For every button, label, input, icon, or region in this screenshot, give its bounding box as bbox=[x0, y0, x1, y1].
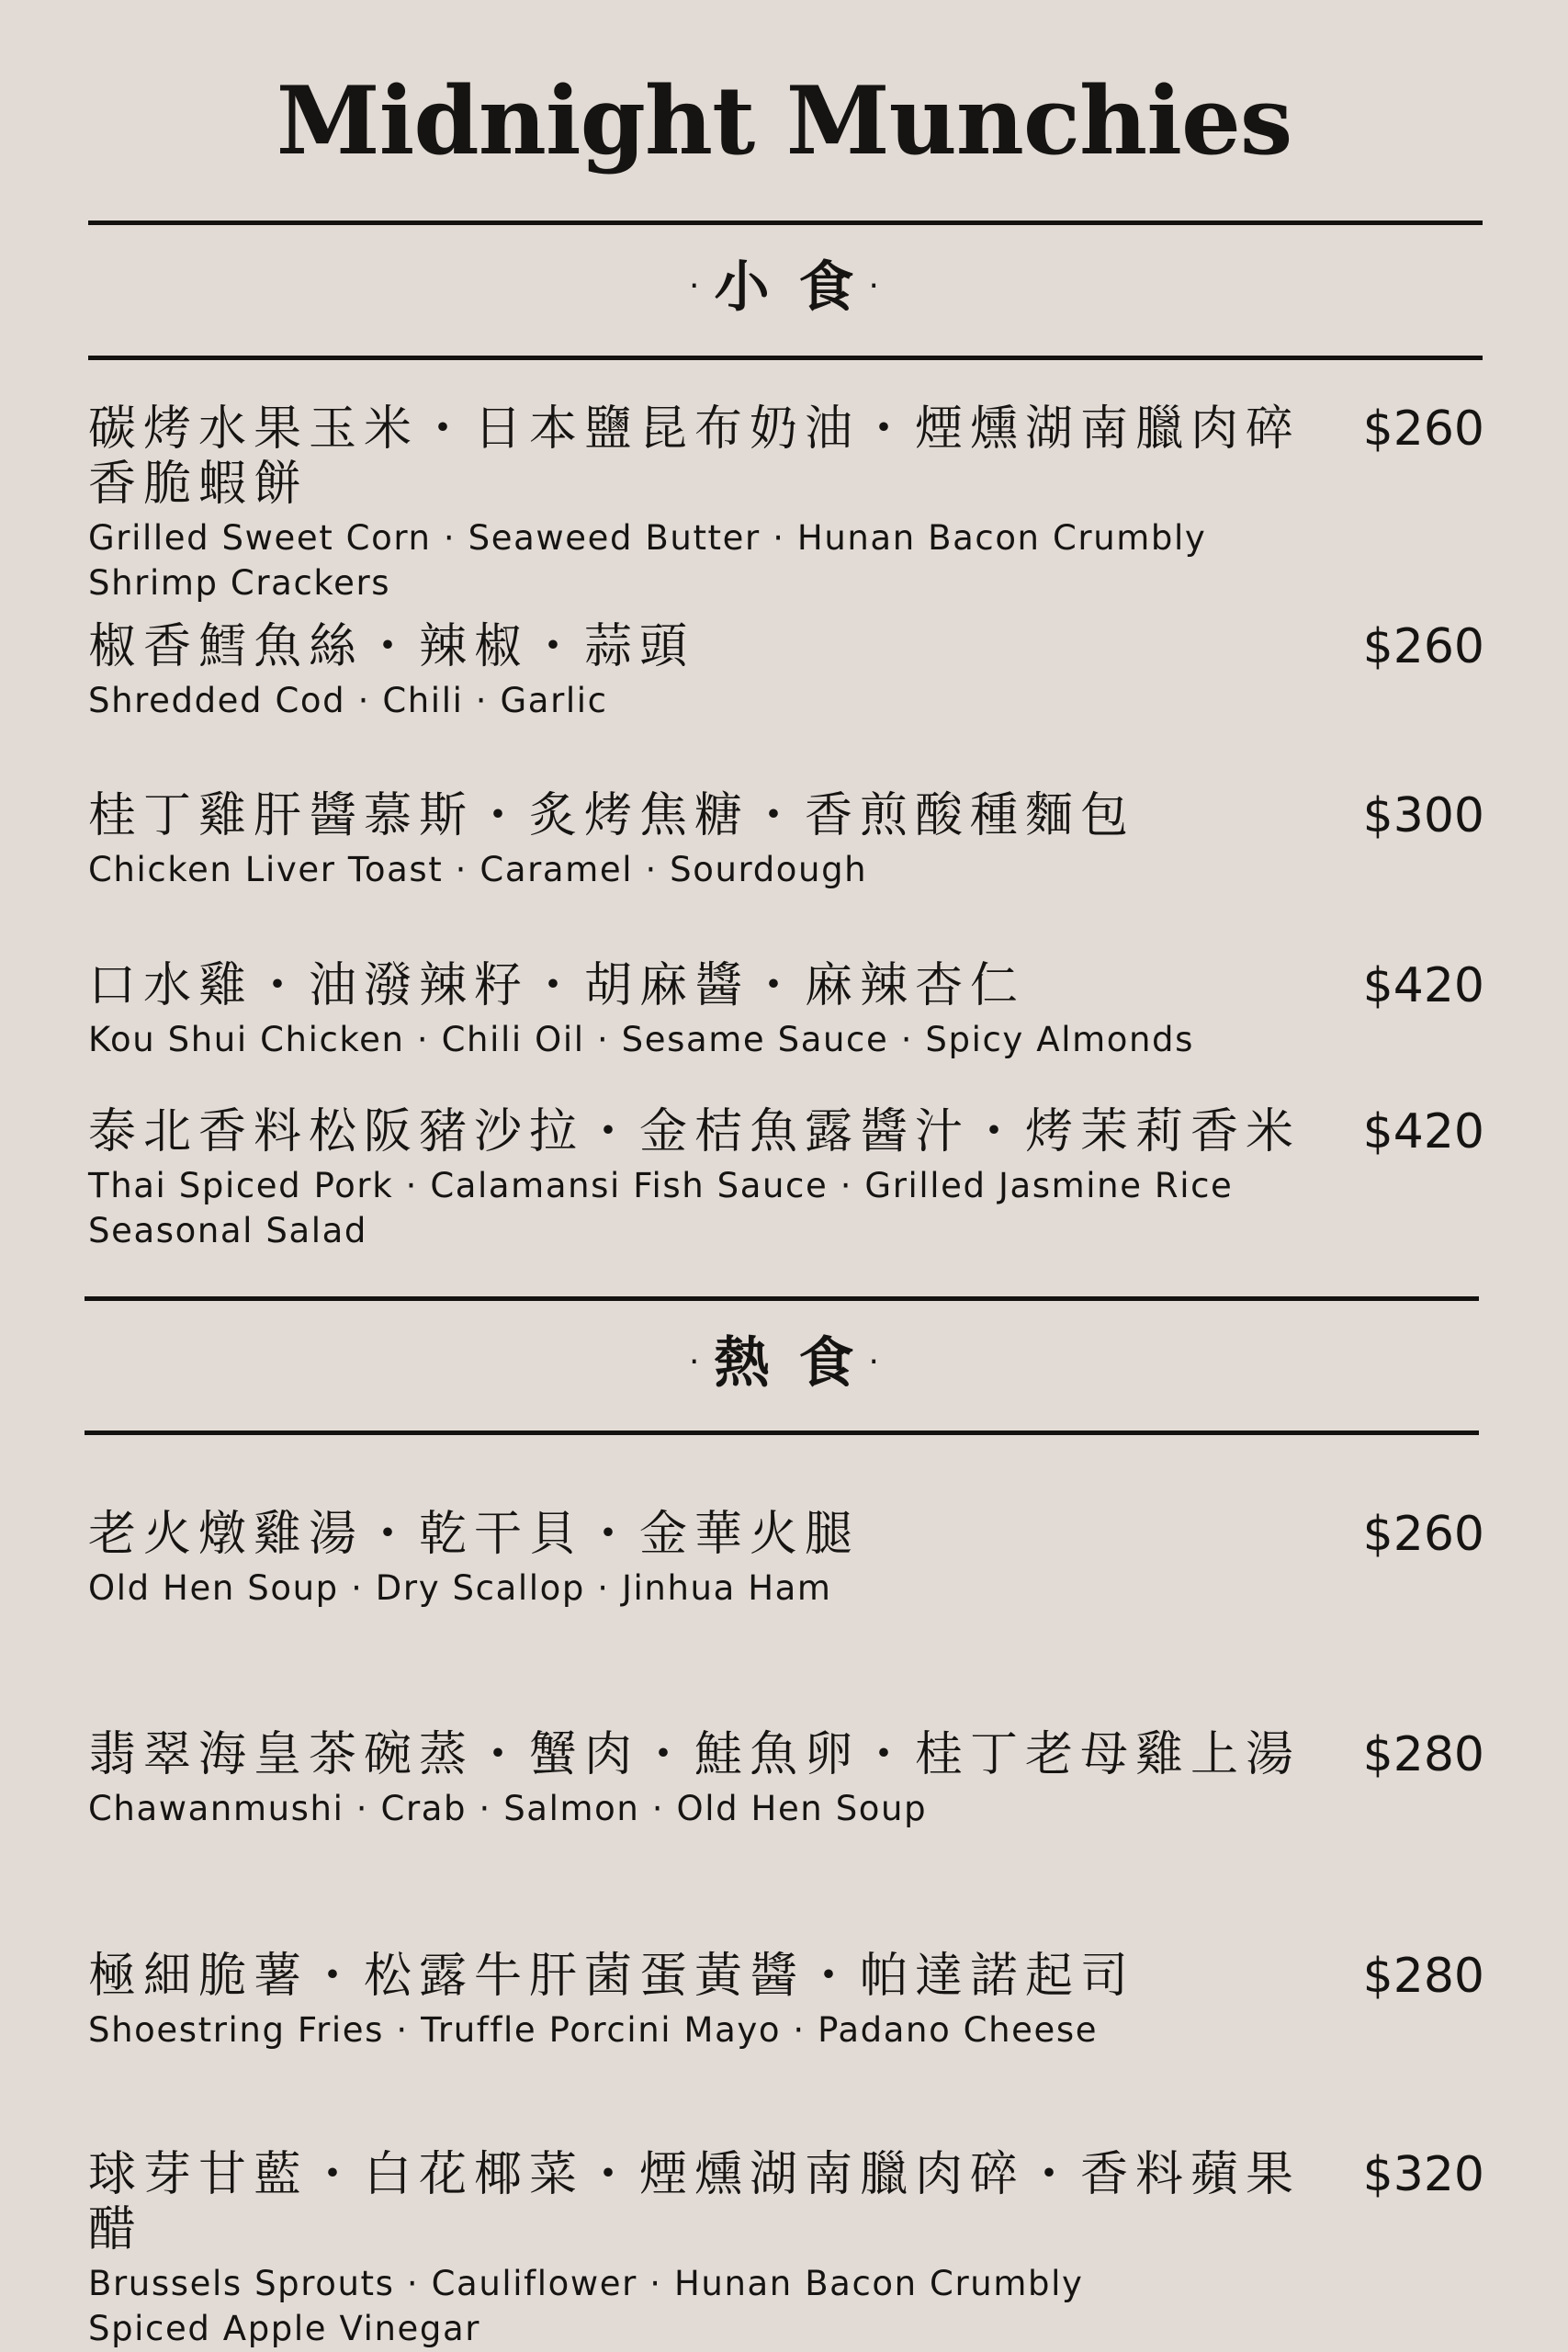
item-name-en bbox=[88, 1017, 1282, 1062]
divider-hot-top bbox=[85, 1296, 1479, 1301]
menu-item bbox=[88, 1949, 1484, 2052]
heading-char: 熱 bbox=[714, 1331, 770, 1396]
heading-dot-left: · bbox=[689, 267, 700, 306]
menu-item bbox=[88, 2147, 1484, 2351]
item-name-zh: 翡翠海皇茶碗蒸・蟹肉・鮭魚卵・桂丁老母雞上湯 bbox=[88, 1727, 1302, 1782]
item-name-en bbox=[88, 2261, 1282, 2351]
en-line: Kou Shui Chicken · Chili Oil · Sesame Sauce · Spicy Almonds bbox=[88, 1020, 1194, 1059]
item-name-en bbox=[88, 1566, 1282, 1611]
en-line: Chicken Liver Toast · Caramel · Sourdough bbox=[88, 850, 868, 889]
item-name-zh: 桂丁雞肝醬慕斯・炙烤焦糖・香煎酸種麵包 bbox=[88, 788, 1136, 843]
menu-item bbox=[88, 788, 1484, 892]
menu-item bbox=[88, 1104, 1484, 1253]
divider-top bbox=[88, 220, 1483, 225]
en-line: Spiced Apple Vinegar bbox=[88, 2309, 481, 2348]
item-name-zh: 極細脆薯・松露牛肝菌蛋黃醬・帕達諾起司 bbox=[88, 1949, 1136, 2004]
item-price: $260 bbox=[1362, 401, 1484, 457]
en-line: Old Hen Soup · Dry Scallop · Jinhua Ham bbox=[88, 1568, 832, 1608]
item-name-en bbox=[88, 678, 1282, 723]
heading-char: 食 bbox=[798, 255, 854, 320]
item-price: $300 bbox=[1362, 788, 1484, 843]
en-line: Shredded Cod · Chili · Garlic bbox=[88, 681, 608, 720]
divider-snacks-bottom bbox=[88, 356, 1483, 360]
section-heading-snacks bbox=[0, 251, 1568, 327]
heading-char: 食 bbox=[798, 1331, 854, 1396]
en-line: Shrimp Crackers bbox=[88, 563, 391, 603]
item-price: $280 bbox=[1362, 1949, 1484, 2004]
item-name-en bbox=[88, 1786, 1282, 1831]
menu-item bbox=[88, 958, 1484, 1062]
menu-item bbox=[88, 401, 1484, 605]
item-price: $260 bbox=[1362, 1507, 1484, 1562]
menu-item bbox=[88, 619, 1484, 723]
en-line: Chawanmushi · Crab · Salmon · Old Hen Soup bbox=[88, 1789, 928, 1828]
en-line: Seasonal Salad bbox=[88, 1211, 368, 1250]
item-name-zh: 口水雞・油潑辣籽・胡麻醬・麻辣杏仁 bbox=[88, 958, 1026, 1013]
item-name-zh: 球芽甘藍・白花椰菜・煙燻湖南臘肉碎・香料蘋果醋 bbox=[88, 2147, 1302, 2257]
menu-item bbox=[88, 1727, 1484, 1831]
item-price: $320 bbox=[1362, 2147, 1484, 2202]
item-name-en bbox=[88, 1163, 1282, 1253]
item-name-zh: 椒香鱈魚絲・辣椒・蒜頭 bbox=[88, 619, 695, 674]
item-price: $280 bbox=[1362, 1727, 1484, 1782]
menu-title: Midnight Munchies bbox=[276, 66, 1292, 176]
item-price: $420 bbox=[1362, 1104, 1484, 1159]
en-line: Brussels Sprouts · Cauliflower · Hunan Bacon Crumbly bbox=[88, 2264, 1084, 2303]
en-line: Shoestring Fries · Truffle Porcini Mayo · Padano Cheese bbox=[88, 2010, 1099, 2050]
heading-char: 小 bbox=[714, 255, 770, 320]
en-line: Thai Spiced Pork · Calamansi Fish Sauce · Grilled Jasmine Rice bbox=[88, 1166, 1234, 1205]
section-heading-hot bbox=[0, 1327, 1568, 1403]
heading-dot-left: · bbox=[689, 1343, 700, 1382]
item-name-zh: 老火燉雞湯・乾干貝・金華火腿 bbox=[88, 1507, 861, 1562]
item-name-zh: 碳烤水果玉米・日本鹽昆布奶油・煙燻湖南臘肉碎香脆蝦餅 bbox=[88, 401, 1302, 512]
item-name-en bbox=[88, 847, 1282, 892]
item-price: $260 bbox=[1362, 619, 1484, 674]
menu-item bbox=[88, 1507, 1484, 1611]
item-name-en bbox=[88, 515, 1282, 605]
item-price: $420 bbox=[1362, 958, 1484, 1013]
heading-dot-right: · bbox=[868, 267, 879, 306]
heading-dot-right: · bbox=[868, 1343, 879, 1382]
item-name-en bbox=[88, 2007, 1282, 2052]
divider-hot-bottom bbox=[85, 1430, 1479, 1435]
en-line: Grilled Sweet Corn · Seaweed Butter · Hunan Bacon Crumbly bbox=[88, 518, 1207, 558]
item-name-zh: 泰北香料松阪豬沙拉・金桔魚露醬汁・烤茉莉香米 bbox=[88, 1104, 1302, 1159]
